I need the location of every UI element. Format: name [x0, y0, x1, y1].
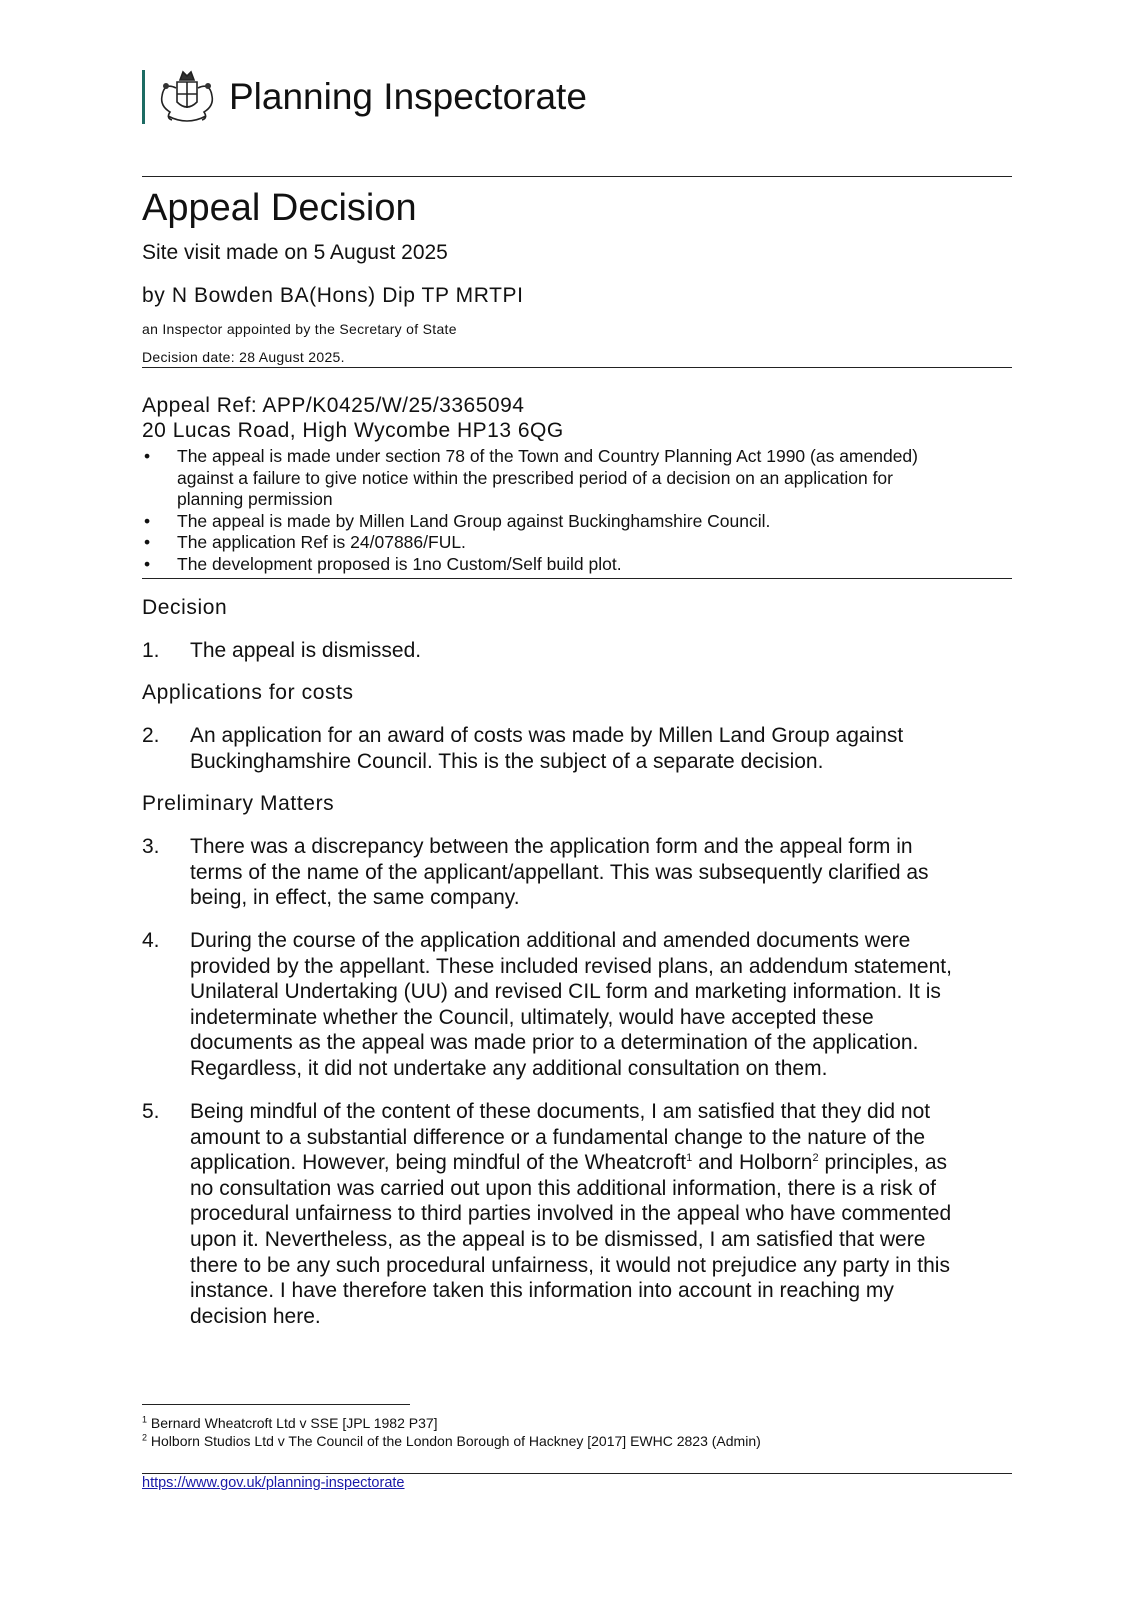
line: being, in effect, the same company. [190, 886, 520, 910]
footnote-mark: 2 [142, 1432, 148, 1443]
appeal-ref: Appeal Ref: APP/K0425/W/25/3365094 [142, 394, 525, 417]
line: procedural unfairness to third parties involved in the appeal who have commented [190, 1202, 952, 1226]
line: The application Ref is 24/07886/FUL. [177, 532, 466, 553]
footnote-ref-1[interactable]: 1 [686, 1152, 693, 1165]
list-item [142, 511, 1012, 533]
paragraph-number: 4. [142, 929, 160, 952]
inspector-appointment: an Inspector appointed by the Secretary of State [142, 321, 457, 337]
bullet-icon: • [144, 553, 151, 574]
line: against a failure to give notice within the prescribed period of a decision on an application for [177, 467, 893, 488]
list-item [142, 446, 1012, 511]
paragraph-2 [142, 723, 1022, 774]
line: there to be any such procedural unfairness, it would not prejudice any party in this [190, 1253, 950, 1277]
line: indeterminate whether the Council, ultimately, would have accepted these [190, 1005, 874, 1029]
divider [142, 578, 1012, 579]
bullet-icon: • [144, 510, 151, 531]
list-item [142, 554, 1012, 576]
footnote-mark: 1 [142, 1414, 148, 1425]
line: amount to a substantial difference or a fundamental change to the nature of the [190, 1125, 926, 1149]
paragraph-4 [142, 928, 1022, 1082]
footer-link[interactable]: https://www.gov.uk/planning-inspectorate [142, 1475, 405, 1491]
paragraph-number: 2. [142, 724, 160, 747]
divider [142, 176, 1012, 177]
text: and Holborn [692, 1151, 813, 1175]
appeal-summary-list [142, 446, 1012, 576]
footnote-1 [142, 1415, 438, 1431]
line: no consultation was carried out upon this additional information, there is a risk of [190, 1176, 936, 1200]
heading-preliminary: Preliminary Matters [142, 792, 335, 815]
line: The appeal is made under section 78 of the Town and Country Planning Act 1990 (as amended) [177, 446, 918, 466]
footnote-divider [142, 1404, 410, 1405]
footnote-2 [142, 1433, 761, 1449]
line: terms of the name of the applicant/appellant. This was subsequently clarified as [190, 860, 929, 884]
bullet-icon: • [144, 446, 151, 466]
line: During the course of the application additional and amended documents were [190, 929, 911, 952]
paragraph-5 [142, 1099, 1022, 1329]
page-title: Appeal Decision [142, 187, 417, 229]
line: The appeal is dismissed. [190, 639, 422, 662]
inspector-name: by N Bowden BA(Hons) Dip TP MRTPI [142, 284, 524, 307]
footnote-ref-2[interactable]: 2 [812, 1152, 819, 1165]
footnote-text: Bernard Wheatcroft Ltd v SSE [JPL 1982 P37] [147, 1415, 438, 1431]
paragraph-number: 1. [142, 639, 160, 662]
footnote-text: Holborn Studios Ltd v The Council of the London Borough of Hackney [2017] EWHC 2823 (Admin) [147, 1433, 761, 1449]
line: The development proposed is 1no Custom/Self build plot. [177, 553, 622, 574]
paragraph-1 [142, 638, 1022, 664]
text: principles, as [818, 1151, 947, 1175]
line: upon it. Nevertheless, as the appeal is to be dismissed, I am satisfied that were [190, 1227, 926, 1251]
paragraph-number: 3. [142, 835, 160, 858]
line: Being mindful of the content of these documents, I am satisfied that they did not [190, 1100, 931, 1123]
line: documents as the appeal was made prior to a determination of the application. [190, 1031, 919, 1055]
bullet-icon: • [144, 532, 151, 553]
line: Buckinghamshire Council. This is the subject of a separate decision. [190, 749, 824, 773]
line: Unilateral Undertaking (UU) and revised CIL form and marketing information. It is [190, 980, 941, 1004]
line: provided by the appellant. These included revised plans, an addendum statement, [190, 954, 952, 978]
heading-decision: Decision [142, 596, 228, 619]
royal-crest-icon [156, 68, 218, 126]
divider [142, 367, 1012, 368]
line: instance. I have therefore taken this information into account in reaching my [190, 1279, 894, 1303]
footer-divider [142, 1473, 1012, 1474]
decision-date: Decision date: 28 August 2025. [142, 349, 345, 365]
list-item [142, 532, 1012, 554]
paragraph-3 [142, 834, 1022, 911]
site-address: 20 Lucas Road, High Wycombe HP13 6QG [142, 419, 564, 442]
site-visit: Site visit made on 5 August 2025 [142, 241, 448, 264]
org-name: Planning Inspectorate [229, 76, 587, 117]
line: decision here. [190, 1304, 321, 1328]
line: An application for an award of costs was made by Millen Land Group against [190, 724, 904, 747]
text: application. However, being mindful of the Wheatcroft [190, 1151, 687, 1175]
logo-accent-bar [142, 70, 145, 124]
line: Regardless, it did not undertake any additional consultation on them. [190, 1056, 828, 1080]
line: There was a discrepancy between the application form and the appeal form in [190, 835, 913, 858]
line: planning permission [177, 489, 333, 510]
line: The appeal is made by Millen Land Group against Buckinghamshire Council. [177, 510, 771, 531]
heading-costs: Applications for costs [142, 681, 354, 704]
paragraph-number: 5. [142, 1100, 160, 1123]
line [190, 1150, 951, 1176]
